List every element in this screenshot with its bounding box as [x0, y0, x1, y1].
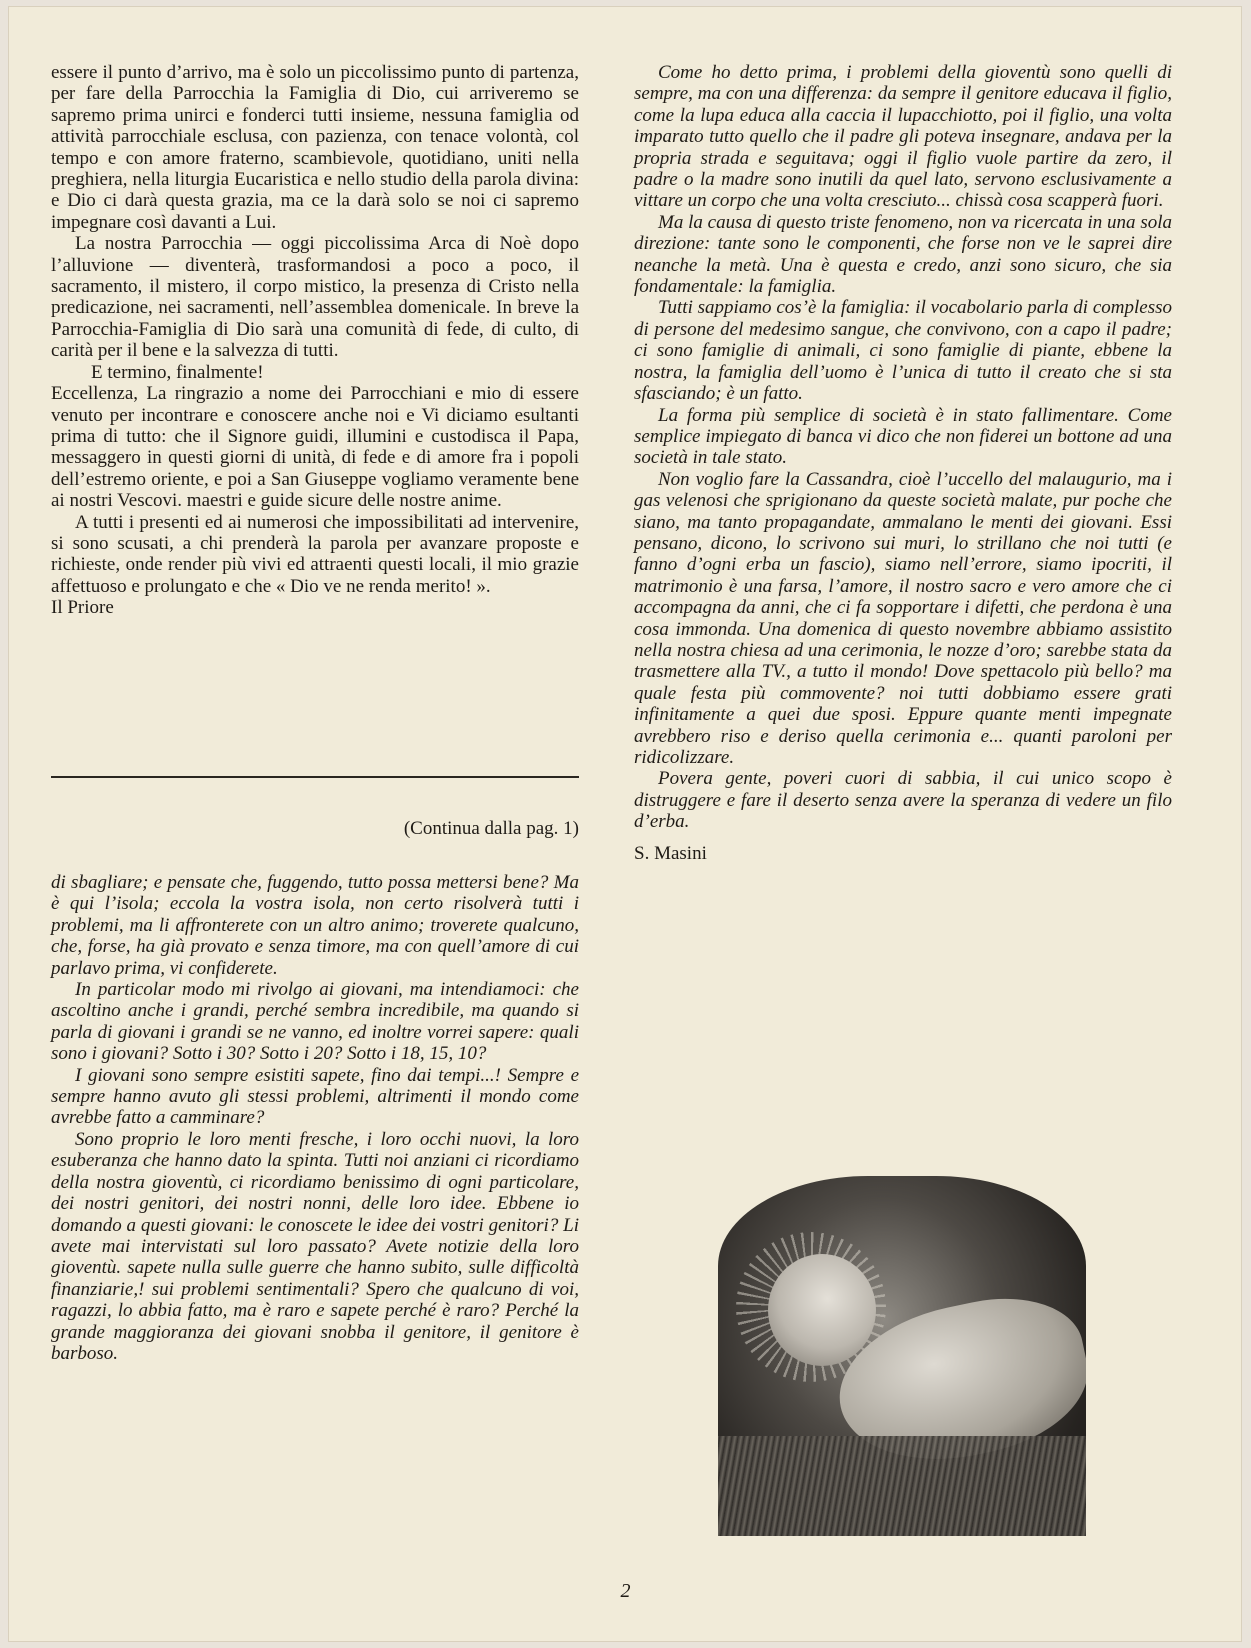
paragraph: Non voglio fare la Cassandra, cioè l’uccello del malaugurio, ma i gas velenosi che sprigionano da queste società malate, pur poche che siano, ma tanto propagandate, ammalano le menti dei giovani. Essi pensano, dicono, lo scrivono sui muri, lo strillano che noi tutti (e fanno d’ogni erba un fascio), siamo nell’errore, siamo ipocriti, il matrimonio è una farsa, l’amore, il nostro sacro e vero amore che ci accompagna da anni, che ci fa sopportare i difetti, che perdona è una cosa immonda. Una domenica di questo novembre abbiamo assistito nella nostra chiesa ad una cerimonia, le nozze d’oro; sarebbe stata da trasmettere alla TV., a tutto il mondo! Dove spettacolo più bello? ma quale festa più commovente? noi tutti dobbiamo essere grati infinitamente a quei due sposi. Eppure quante menti impegnate avrebbero riso e deriso quella cerimonia e... quanti paroloni per ridicolizzare.: [634, 468, 1172, 768]
paragraph: Sono proprio le loro menti fresche, i loro occhi nuovi, la loro esuberanza che hanno dato la spinta. Tutti noi anziani ci ricordiamo della nostra gioventù, ci ricordiamo benissimo di ogni particolare, dei nostri genitori, dei nostri nonni, delle loro idee. Ebbene io domando a questi giovani: le conoscete le idee dei vostri genitori? Li avete mai intervistati sul loro passato? Avete notizie della loro gioventù. sapete nulla sulle guerre che hanno subito, sulle difficoltà finanziarie,! sui problemi sentimentali? Spero che qualcuno di voi, ragazzi, lo abbia fatto, ma è raro e sapete perché è raro? Perché la grande maggioranza dei giovani snobba il genitore, il genitore è barboso.: [51, 1128, 579, 1364]
paragraph: A tutti i presenti ed ai numerosi che impossibilitati ad intervenire, si sono scusati, a chi prenderà la parola per avanzare proposte e richieste, onde render più vivi ed attraenti questi locali, il mio grazie affettuoso e prolungato e che « Dio ve ne renda merito! ».: [51, 511, 579, 597]
paragraph: Tutti sappiamo cos’è la famiglia: il vocabolario parla di complesso di persone del medesimo sangue, che convivono, con a capo il padre; ci sono famiglie di animali, ci sono famiglie di piante, ebbene la nostra, la famiglia dell’uomo è l’unica di tutto il creato che si sta sfasciando; è un fatto.: [634, 297, 1172, 405]
paragraph: essere il punto d’arrivo, ma è solo un piccolissimo punto di partenza, per fare della Parrocchia la Famiglia di Dio, cui arriveremo se sapremo prima unirci e fonderci tutti insieme, nessuna famiglia od attività parrocchiale esclusa, con pazienza, con tenace volontà, col tempo e con amore fraterno, scambievole, quotidiano, uniti nella preghiera, nella liturgia Eucaristica e nello studio della parola divina: e Dio ci darà questa grazia, ma ce la darà solo se noi ci sapremo impegnare così davanti a Lui.: [51, 62, 579, 233]
paragraph: I giovani sono sempre esistiti sapete, fino dai tempi...! Sempre e sempre hanno avuto gli stessi problemi, altrimenti il mondo come avrebbe fatto a camminare?: [51, 1064, 579, 1129]
paragraph: La forma più semplice di società è in stato fallimentare. Come semplice impiegato di banca vi dico che non fiderei un bottone ad una società in tale stato.: [634, 404, 1172, 469]
page-number: 2: [620, 1580, 631, 1602]
straw-graphic: [718, 1436, 1086, 1536]
signature-masini: S. Masini: [634, 842, 707, 864]
infant-jesus-photo: [718, 1176, 1086, 1536]
paragraph: E termino, finalmente!: [91, 361, 264, 383]
paragraph: Eccellenza, La ringrazio a nome dei Parrocchiani e mio di essere venuto per incontrare e conoscere anche noi e Vi diciamo esultanti prima di tutto: che il Signore guidi, illumini e custodisca il Papa, messaggero in questi giorni di unità, di fede e di amore fra i popoli dell’estremo oriente, e poi a San Giuseppe vogliamo veramente bene ai nostri Vescovi. maestri e guide sicure delle nostre anime.: [51, 383, 579, 512]
section-divider: [51, 776, 579, 778]
paragraph: Povera gente, poveri cuori di sabbia, il cui unico scopo è distruggere e fare il deserto senza avere la speranza di vedere un filo d’erba.: [634, 768, 1172, 833]
continuation-label: (Continua dalla pag. 1): [403, 818, 579, 839]
paragraph: di sbagliare; e pensate che, fuggendo, tutto possa mettersi bene? Ma è qui l’isola; eccola la vostra isola, non certo risolverà tutti i problemi, ma li affronterete con un altro animo; troverete qualcuno, che, forse, ha già provato e senza timore, ma con quell’amore di cui parlavo prima, vi confiderete.: [51, 872, 579, 979]
paragraph: La nostra Parrocchia — oggi piccolissima Arca di Noè dopo l’alluvione — diventerà, trasformandosi a poco a poco, il sacramento, il mistero, il corpo mistico, la presenza di Cristo nella predicazione, nei sacramenti, nell’assemblea domenicale. In breve la Parrocchia-Famiglia di Dio sarà una comunità di fede, di culto, di carità per il bene e la salvezza di tutti.: [51, 233, 579, 362]
infant-head-graphic: [768, 1254, 876, 1366]
paragraph: Come ho detto prima, i problemi della gioventù sono quelli di sempre, ma con una differenza: da sempre il genitore educava il figlio, come la lupa educa alla caccia il lupacchiotto, poi il figlio, una volta imparato tutto quello che il padre gli poteva insegnare, andava per la propria strada e seguitava; oggi il figlio vuole partire da zero, il padre o la madre sono inutili da quel lato, servono esclusivamente a vittare un corpo che una volta cresciuto... chissà cosa scapperà fuori.: [634, 62, 1172, 212]
paragraph: Ma la causa di questo triste fenomeno, non va ricercata in una sola direzione: tante sono le componenti, che forse non ve le saprei dire neanche la metà. Una è questa e credo, anzi sono sicuro, che sia fondamentale: la famiglia.: [634, 211, 1172, 298]
signature-priore: Il Priore: [51, 597, 114, 619]
left-column-top: [51, 62, 579, 619]
right-column: [634, 62, 1172, 864]
left-column-bottom: [51, 872, 579, 1364]
paragraph: In particolar modo mi rivolgo ai giovani, ma intendiamoci: che ascoltino anche i grandi, perché sembra incredibile, ma quando si parla di giovani i grandi se ne vanno, ed inoltre vorrei sapere: quali sono i giovani? Sotto i 30? Sotto i 20? Sotto i 18, 15, 10?: [51, 979, 579, 1065]
